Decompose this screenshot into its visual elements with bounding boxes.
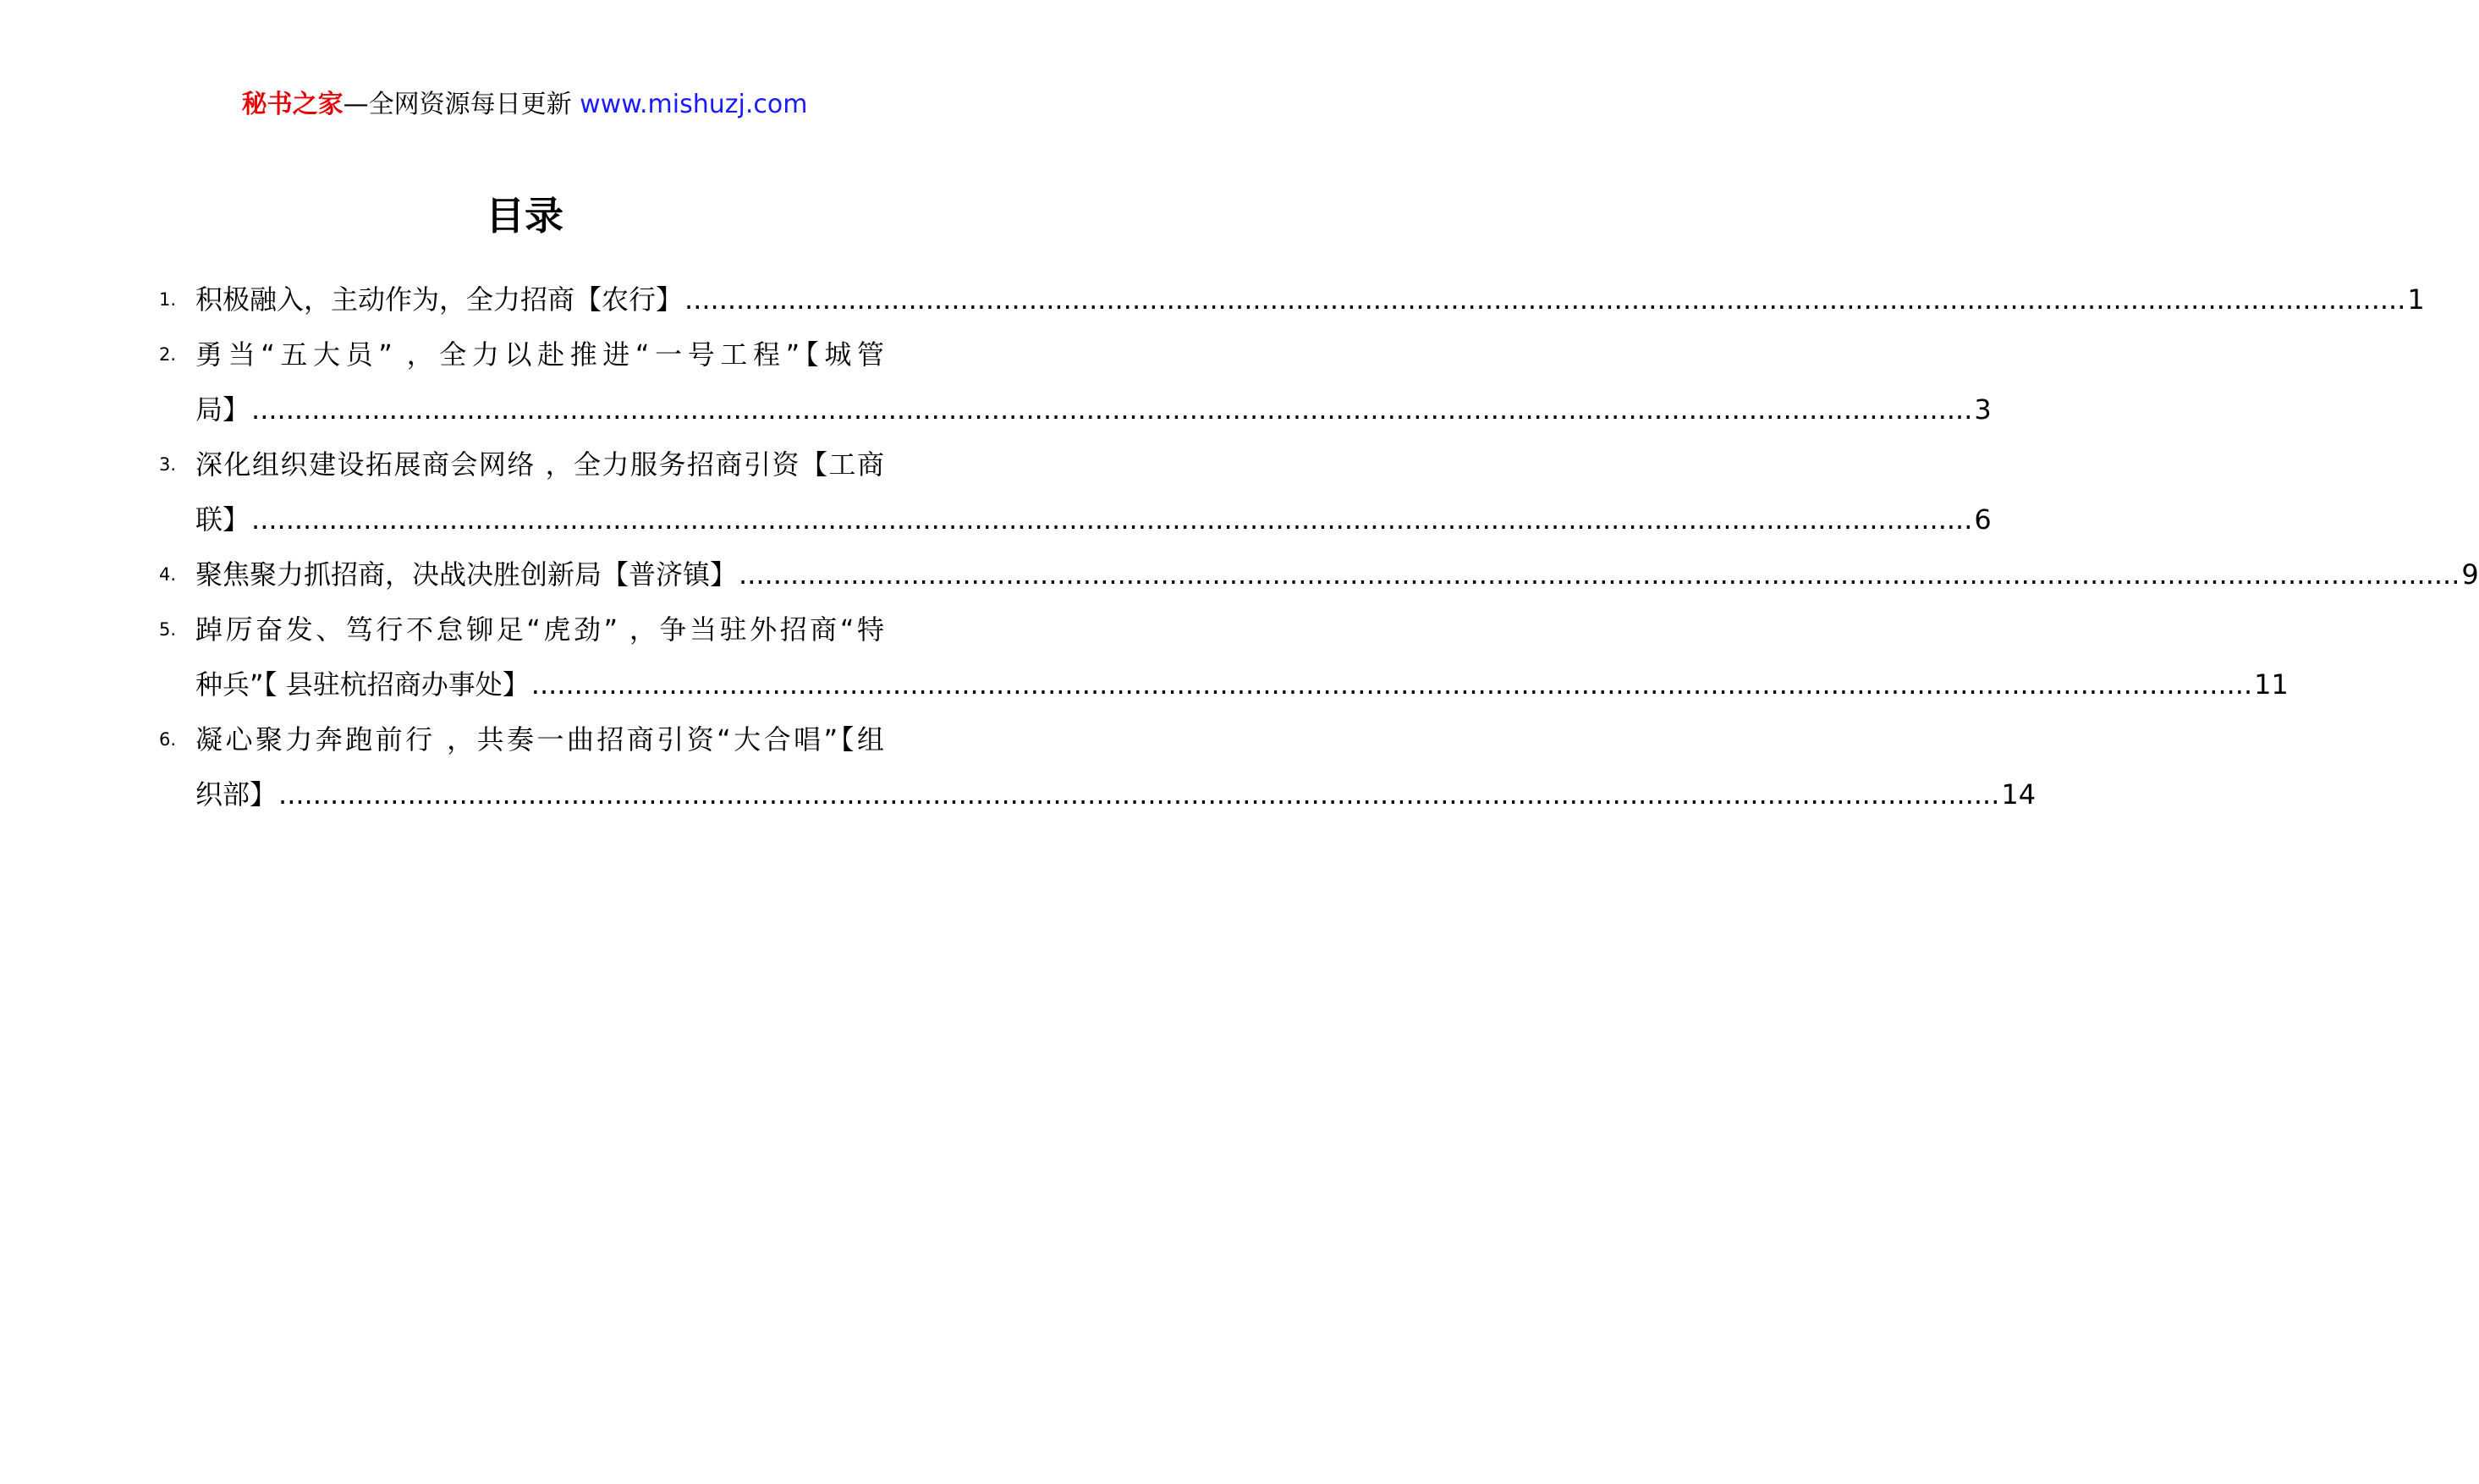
toc-entry-number: 3. <box>159 454 177 475</box>
toc-entry[interactable] <box>0 547 2479 602</box>
toc-entry-title-continued: 织部】 <box>195 778 278 811</box>
toc-entry-last-line <box>195 272 2425 327</box>
toc-entry-last-line <box>195 657 2289 712</box>
website-link[interactable]: www.mishuzj.com <box>580 90 808 119</box>
toc-entry-number: 2. <box>159 344 177 365</box>
toc-entry-title: 聚焦聚力抓招商，决战决胜创新局【普济镇】 <box>195 558 738 591</box>
brand-name: 秘书之家 <box>241 90 344 119</box>
toc-entry[interactable] <box>0 272 2425 327</box>
toc-entry-title-continued: 局】 <box>195 393 250 426</box>
toc-entry-title: 深化组织建设拓展商会网络 ，全力服务招商引资【工商 <box>195 448 884 481</box>
toc-entry-title: 凝心聚力奔跑前行 ，共奏一曲招商引资“大合唱”【组 <box>195 723 884 756</box>
toc-page-number: 11 <box>2254 668 2289 701</box>
toc-entry[interactable] <box>0 602 2289 712</box>
toc-entry-title-continued: 联】 <box>195 503 250 536</box>
header-tagline: —全网资源每日更新 <box>343 90 580 119</box>
toc-entry-title: 勇当“五大员” ，全力以赴推进“一号工程”【城管 <box>195 338 884 371</box>
toc-entry-number: 1. <box>159 289 177 310</box>
toc-entry-title: 踔厉奋发、笃行不怠铆足“虎劲” ，争当驻外招商“特 <box>195 613 884 646</box>
toc-entry-last-line <box>195 382 1992 437</box>
toc-entry-number: 5. <box>159 619 177 640</box>
page-title: 目录 <box>486 193 563 239</box>
toc-entry-title-continued: 种兵”【 县驻杭招商办事处】 <box>195 668 530 701</box>
toc-page-number: 1 <box>2407 283 2425 316</box>
toc-page-number: 9 <box>2461 558 2479 591</box>
toc-entry[interactable] <box>0 327 1992 437</box>
site-header <box>0 86 1049 124</box>
toc-entry-last-line <box>195 492 1992 547</box>
toc-page-number: 14 <box>2001 778 2037 811</box>
toc-entry-last-line <box>195 767 2037 822</box>
toc-entry[interactable] <box>0 712 2037 822</box>
toc-dot-leader: ........................................................................................................................................................................................................ <box>278 778 2000 811</box>
toc-entry[interactable] <box>0 437 1992 547</box>
toc-dot-leader: ........................................................................................................................................................................................................ <box>530 668 2253 701</box>
toc-entry-number: 6. <box>159 729 177 750</box>
table-of-contents <box>0 272 2479 822</box>
toc-entry-title: 积极融入，主动作为，全力招商【农行】 <box>195 283 684 316</box>
toc-entry-number: 4. <box>159 564 177 585</box>
toc-page-number: 3 <box>1974 393 1992 426</box>
toc-entry-last-line <box>195 547 2479 602</box>
toc-dot-leader: ........................................................................................................................................................................................................ <box>251 503 1973 536</box>
toc-dot-leader: ........................................................................................................................................................................................................ <box>684 283 2406 316</box>
toc-dot-leader: ........................................................................................................................................................................................................ <box>251 393 1973 426</box>
toc-page-number: 6 <box>1974 503 1992 536</box>
toc-dot-leader: ........................................................................................................................................................................................................ <box>739 558 2460 591</box>
